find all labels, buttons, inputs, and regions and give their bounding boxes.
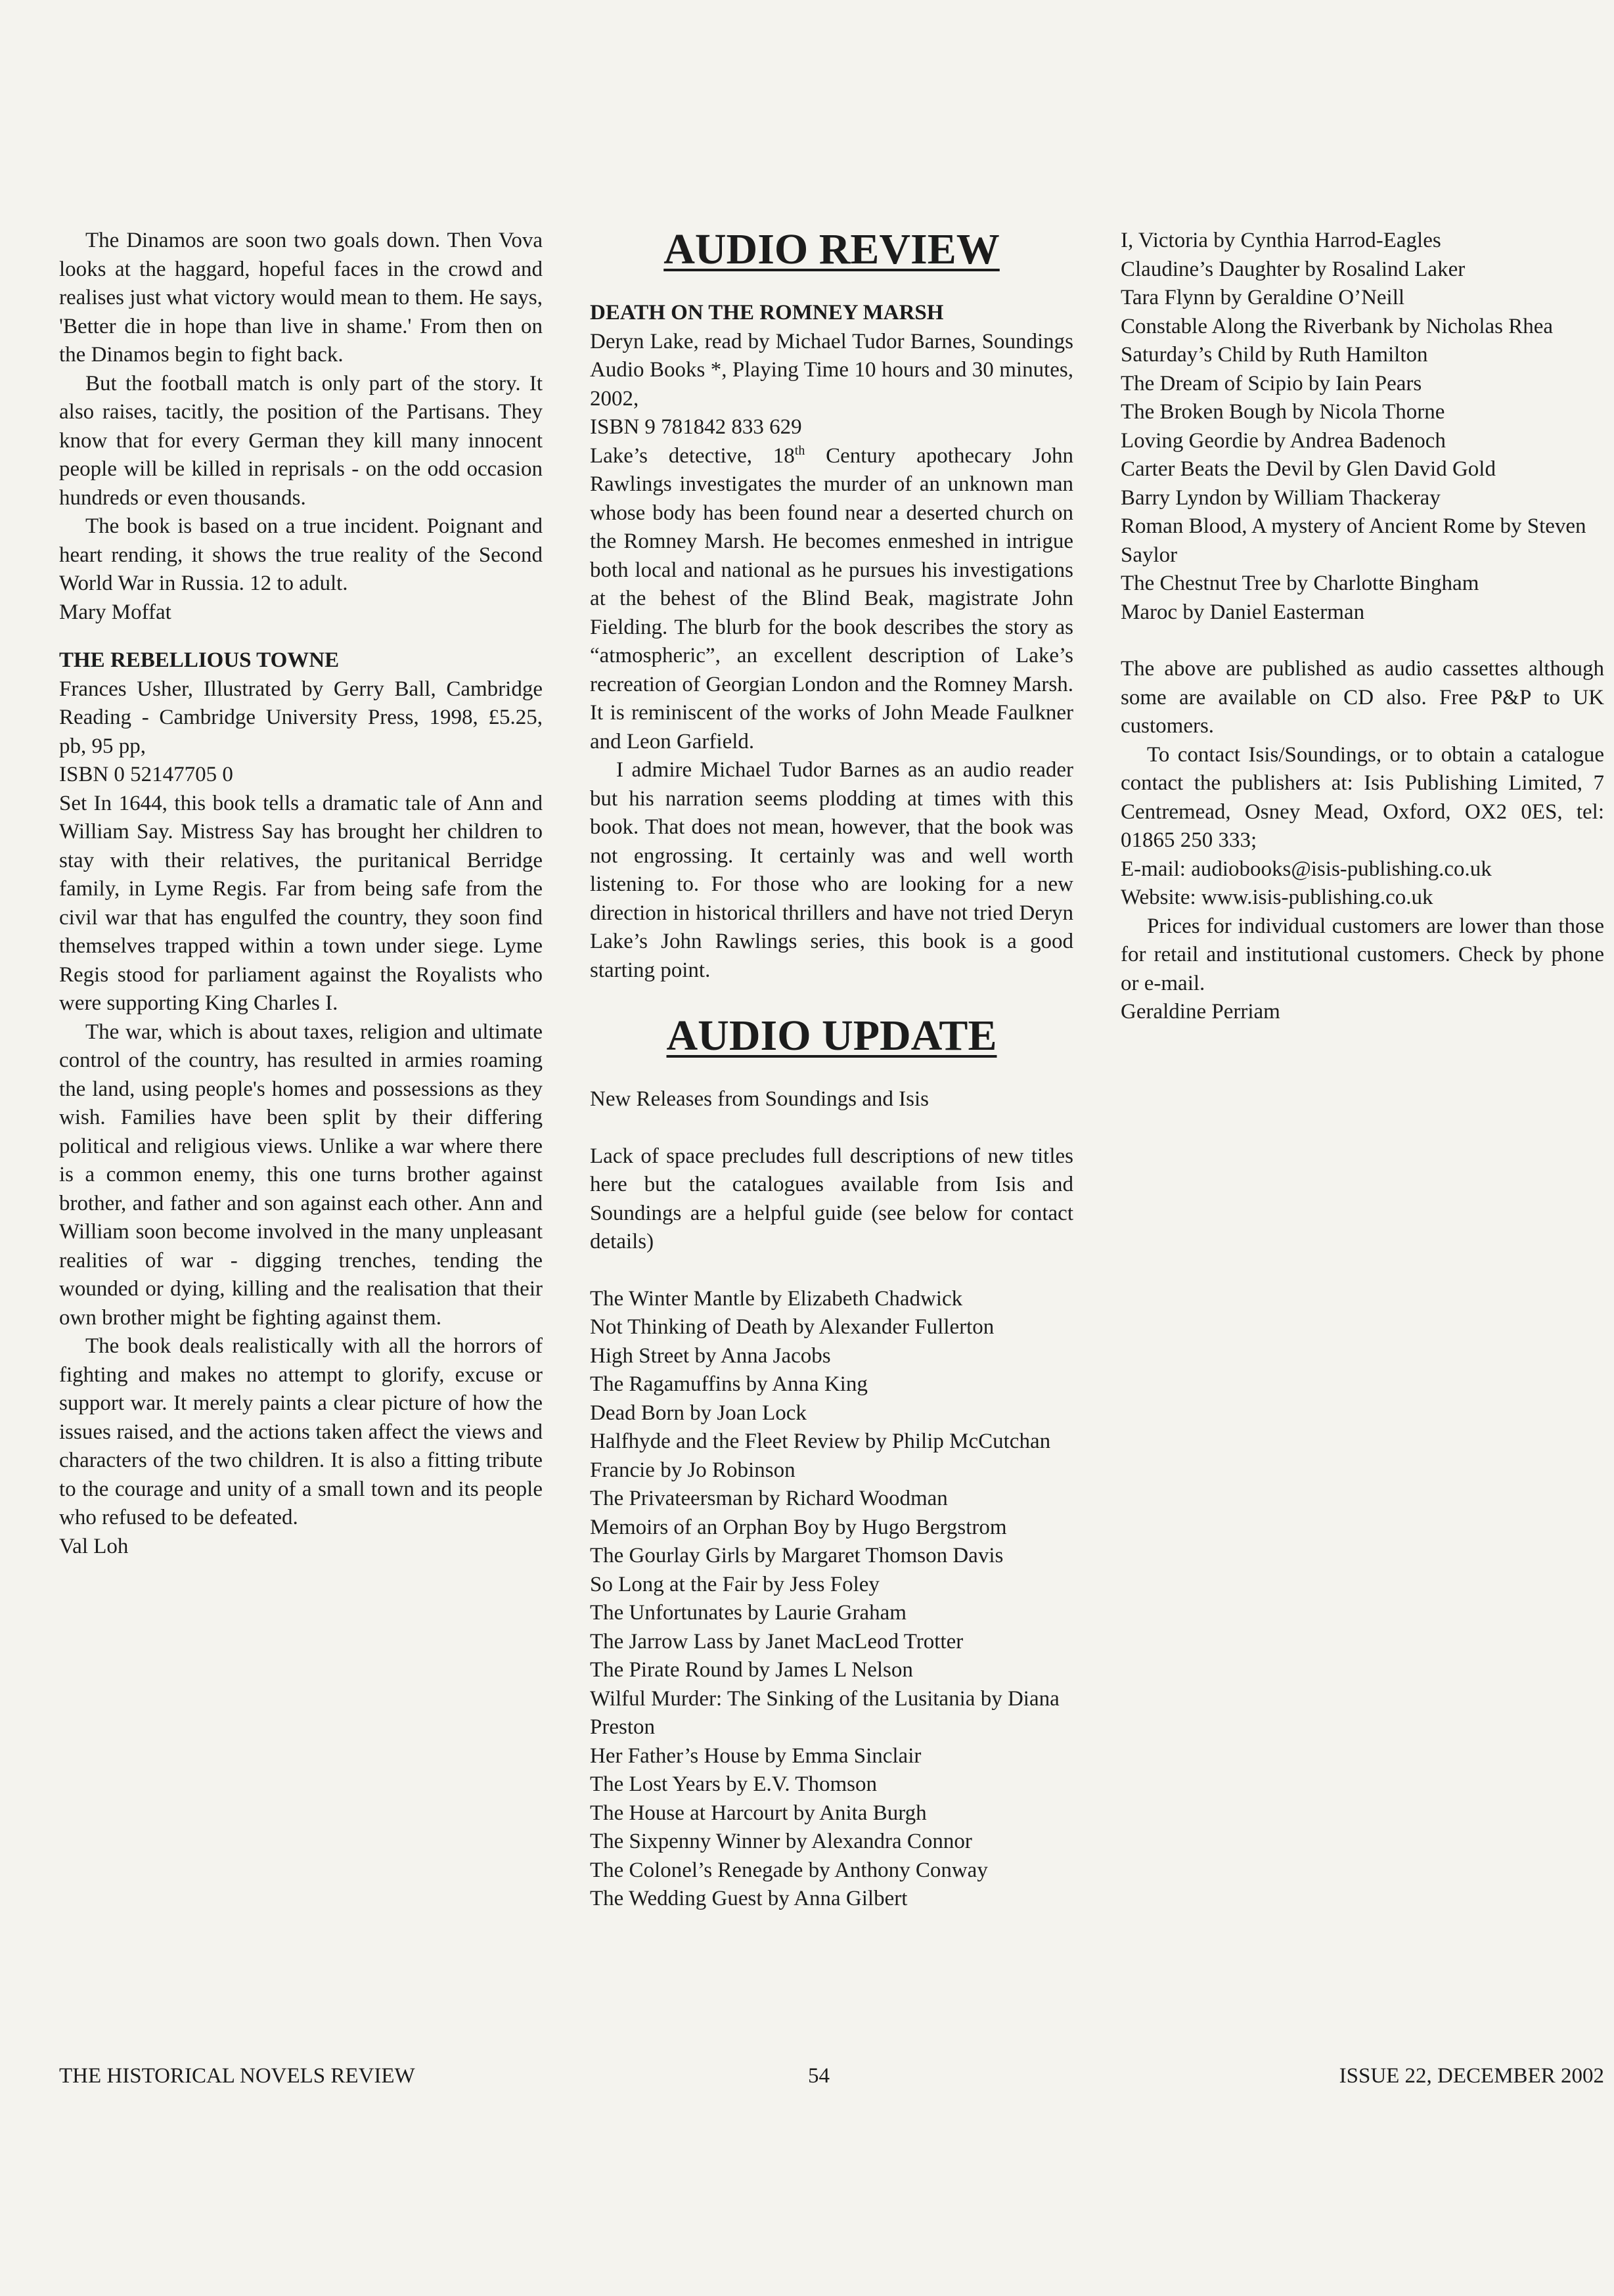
new-titles-list bbox=[590, 1285, 1073, 1914]
update-note: Lack of space precludes full descriptions of new titles here but the catalogues available from Isis and Soundings are a helpful guide (see below for contact details) bbox=[590, 1144, 1073, 1253]
review2-isbn: ISBN 0 52147705 0 bbox=[59, 763, 233, 786]
title-item: Roman Blood, A mystery of Ancient Rome by Steven Saylor bbox=[1121, 514, 1586, 567]
title-item: Loving Geordie by Andrea Badenoch bbox=[1121, 428, 1446, 453]
new-titles-list-continued bbox=[1121, 227, 1604, 627]
title-item: Not Thinking of Death by Alexander Fullerton bbox=[590, 1315, 995, 1339]
column-middle bbox=[590, 227, 1073, 1914]
contact-paragraph: To contact Isis/Soundings, or to obtain a catalogue contact the publishers at: Isis Publishing Limited, 7 Centremead, Osney Mead, Oxford, OX2 0ES, tel: 01865 250 333; bbox=[1121, 742, 1604, 852]
review1-paragraph-3: The book is based on a true incident. Poignant and heart rending, it shows the true reality of the Second World War in Russia. 12 to adult. bbox=[59, 514, 543, 595]
title-item: High Street by Anna Jacobs bbox=[590, 1343, 831, 1368]
review-info: Deryn Lake, read by Michael Tudor Barnes, Soundings Audio Books *, Playing Time 10 hours and 30 minutes, 2002, bbox=[590, 329, 1073, 411]
title-item: The Privateersman by Richard Woodman bbox=[590, 1487, 948, 1510]
title-item: Memoirs of an Orphan Boy by Hugo Bergstrom bbox=[590, 1515, 1007, 1539]
review2-reviewer: Val Loh bbox=[59, 1534, 129, 1558]
title-item: The Gourlay Girls by Margaret Thomson Davis bbox=[590, 1544, 1004, 1567]
title-item: Halfhyde and the Fleet Review by Philip McCutchan bbox=[590, 1429, 1051, 1453]
title-item: The Ragamuffins by Anna King bbox=[590, 1372, 868, 1396]
title-item: Barry Lyndon by William Thackeray bbox=[1121, 485, 1441, 510]
title-item: Carter Beats the Devil by Glen David Gold bbox=[1121, 457, 1496, 481]
footer-publication: THE HISTORICAL NOVELS REVIEW bbox=[59, 2064, 415, 2088]
title-item: The Chestnut Tree by Charlotte Bingham bbox=[1121, 572, 1479, 595]
audio-update-title: AUDIO UPDATE bbox=[666, 1012, 997, 1060]
footer-issue: ISSUE 22, DECEMBER 2002 bbox=[1339, 2064, 1604, 2088]
title-item: So Long at the Fair by Jess Foley bbox=[590, 1572, 880, 1596]
contact-website: Website: www.isis-publishing.co.uk bbox=[1121, 886, 1433, 909]
title-item: The Unfortunates by Laurie Graham bbox=[590, 1601, 907, 1625]
review-isbn: ISBN 9 781842 833 629 bbox=[590, 415, 802, 439]
title-item: The Jarrow Lass by Janet MacLeod Trotter bbox=[590, 1629, 964, 1654]
title-item: Her Father’s House by Emma Sinclair bbox=[590, 1744, 922, 1768]
footer-page-number: 54 bbox=[808, 2064, 830, 2088]
title-item: Claudine’s Daughter by Rosalind Laker bbox=[1121, 257, 1466, 281]
title-item: The Winter Mantle by Elizabeth Chadwick bbox=[590, 1286, 963, 1311]
review1-paragraph-1: The Dinamos are soon two goals down. Then Vova looks at the haggard, hopeful faces in the crowd and realises just what victory would mean to them. He says, 'Better die in hope than live in shame.' From then on the Dinamos begin to fight back. bbox=[59, 229, 543, 367]
review-paragraph-1: Lake’s detective, 18th Century apothecary John Rawlings investigates the murder of an unknown man whose body has been found near a deserted church on the Romney Marsh. He becomes enmeshed in intrigue both local and national as he pursues his investigations at the behest of the Blind Beak, magistrate John Fielding. The blurb for the book describes the story as “atmospheric”, an excellent description of Lake’s recreation of Georgian London and the Romney Marsh. It is reminiscent of the works of John Meade Faulkner and Leon Garfield. bbox=[590, 443, 1073, 754]
title-item: Tara Flynn by Geraldine O’Neill bbox=[1121, 286, 1405, 309]
update-reviewer: Geraldine Perriam bbox=[1121, 1000, 1280, 1024]
title-item: The Colonel’s Renegade by Anthony Conway bbox=[590, 1858, 988, 1882]
update-intro: New Releases from Soundings and Isis bbox=[590, 1087, 930, 1111]
title-item: The Dream of Scipio by Iain Pears bbox=[1121, 371, 1422, 395]
review2-info: Frances Usher, Illustrated by Gerry Ball, Cambridge Reading - Cambridge University Press, 1998, £5.25, pb, 95 pp, bbox=[59, 677, 543, 758]
title-item: The Wedding Guest by Anna Gilbert bbox=[590, 1887, 908, 1910]
column-right bbox=[1121, 227, 1604, 1027]
review2-paragraph-1: Set In 1644, this book tells a dramatic tale of Ann and William Say. Mistress Say has brought her children to stay with their relatives, the puritanical Berridge family, in Lyme Regis. Far from being safe from the civil war that has engulfed the country, they soon find themselves trapped within a town under siege. Lyme Regis stood for parliament against the Royalists who were supporting King Charles I. bbox=[59, 791, 543, 1015]
title-item: The House at Harcourt by Anita Burgh bbox=[590, 1801, 927, 1825]
audio-review-title: AUDIO REVIEW bbox=[663, 225, 1000, 273]
title-item: I, Victoria by Cynthia Harrod-Eagles bbox=[1121, 229, 1441, 252]
title-item: Saturday’s Child by Ruth Hamilton bbox=[1121, 343, 1428, 367]
column-left bbox=[59, 227, 543, 1561]
title-item: Francie by Jo Robinson bbox=[590, 1458, 796, 1482]
review-title: DEATH ON THE ROMNEY MARSH bbox=[590, 301, 944, 325]
title-item: The Lost Years by E.V. Thomson bbox=[590, 1772, 877, 1796]
review2-paragraph-2: The war, which is about taxes, religion and ultimate control of the country, has resulted in armies roaming the land, using people's homes and possessions as they wish. Families have been split by their differing political and religious views. Unlike a war where there is a common enemy, this one turns brother against brother, and father and son against each other. Ann and William soon become involved in the many unpleasant realities of war - digging trenches, tending the wounded or dying, killing and the realisation that their own brother might be fighting against them. bbox=[59, 1020, 543, 1330]
prices-paragraph: Prices for individual customers are lower than those for retail and institutional customers. Check by phone or e-mail. bbox=[1121, 914, 1604, 995]
review2-paragraph-3: The book deals realistically with all the horrors of fighting and makes no attempt to glorify, excuse or support war. It merely paints a clear picture of how the issues raised, and the actions taken affect the views and characters of the two children. It is also a fitting tribute to the courage and unity of a small town and its people who refused to be defeated. bbox=[59, 1334, 543, 1529]
title-item: Dead Born by Joan Lock bbox=[590, 1401, 807, 1425]
review1-paragraph-2: But the football match is only part of the story. It also raises, tacitly, the position of the Partisans. They know that for every German they kill many innocent people will be killed in reprisals - on the odd occasion hundreds or even thousands. bbox=[59, 371, 543, 510]
title-item: Constable Along the Riverbank by Nicholas Rhea bbox=[1121, 314, 1554, 338]
title-item: Wilful Murder: The Sinking of the Lusitania by Diana Preston bbox=[590, 1686, 1060, 1739]
title-item: Maroc by Daniel Easterman bbox=[1121, 600, 1365, 624]
title-item: The Broken Bough by Nicola Thorne bbox=[1121, 400, 1445, 424]
review-paragraph-2: I admire Michael Tudor Barnes as an audio reader but his narration seems plodding at times with this book. That does not mean, however, that the book was not engrossing. It certainly was and well worth listening to. For those who are looking for a new direction in historical thrillers and have not tried Deryn Lake’s John Rawlings series, this book is a good starting point. bbox=[590, 758, 1073, 982]
review1-reviewer: Mary Moffat bbox=[59, 600, 171, 624]
title-item: The Sixpenny Winner by Alexandra Connor bbox=[590, 1830, 972, 1853]
title-item: The Pirate Round by James L Nelson bbox=[590, 1658, 913, 1682]
review2-title: THE REBELLIOUS TOWNE bbox=[59, 648, 340, 672]
formats-note: The above are published as audio cassettes although some are available on CD also. Free P&P to UK customers. bbox=[1121, 657, 1604, 738]
contact-email: E-mail: audiobooks@isis-publishing.co.uk bbox=[1121, 857, 1492, 881]
